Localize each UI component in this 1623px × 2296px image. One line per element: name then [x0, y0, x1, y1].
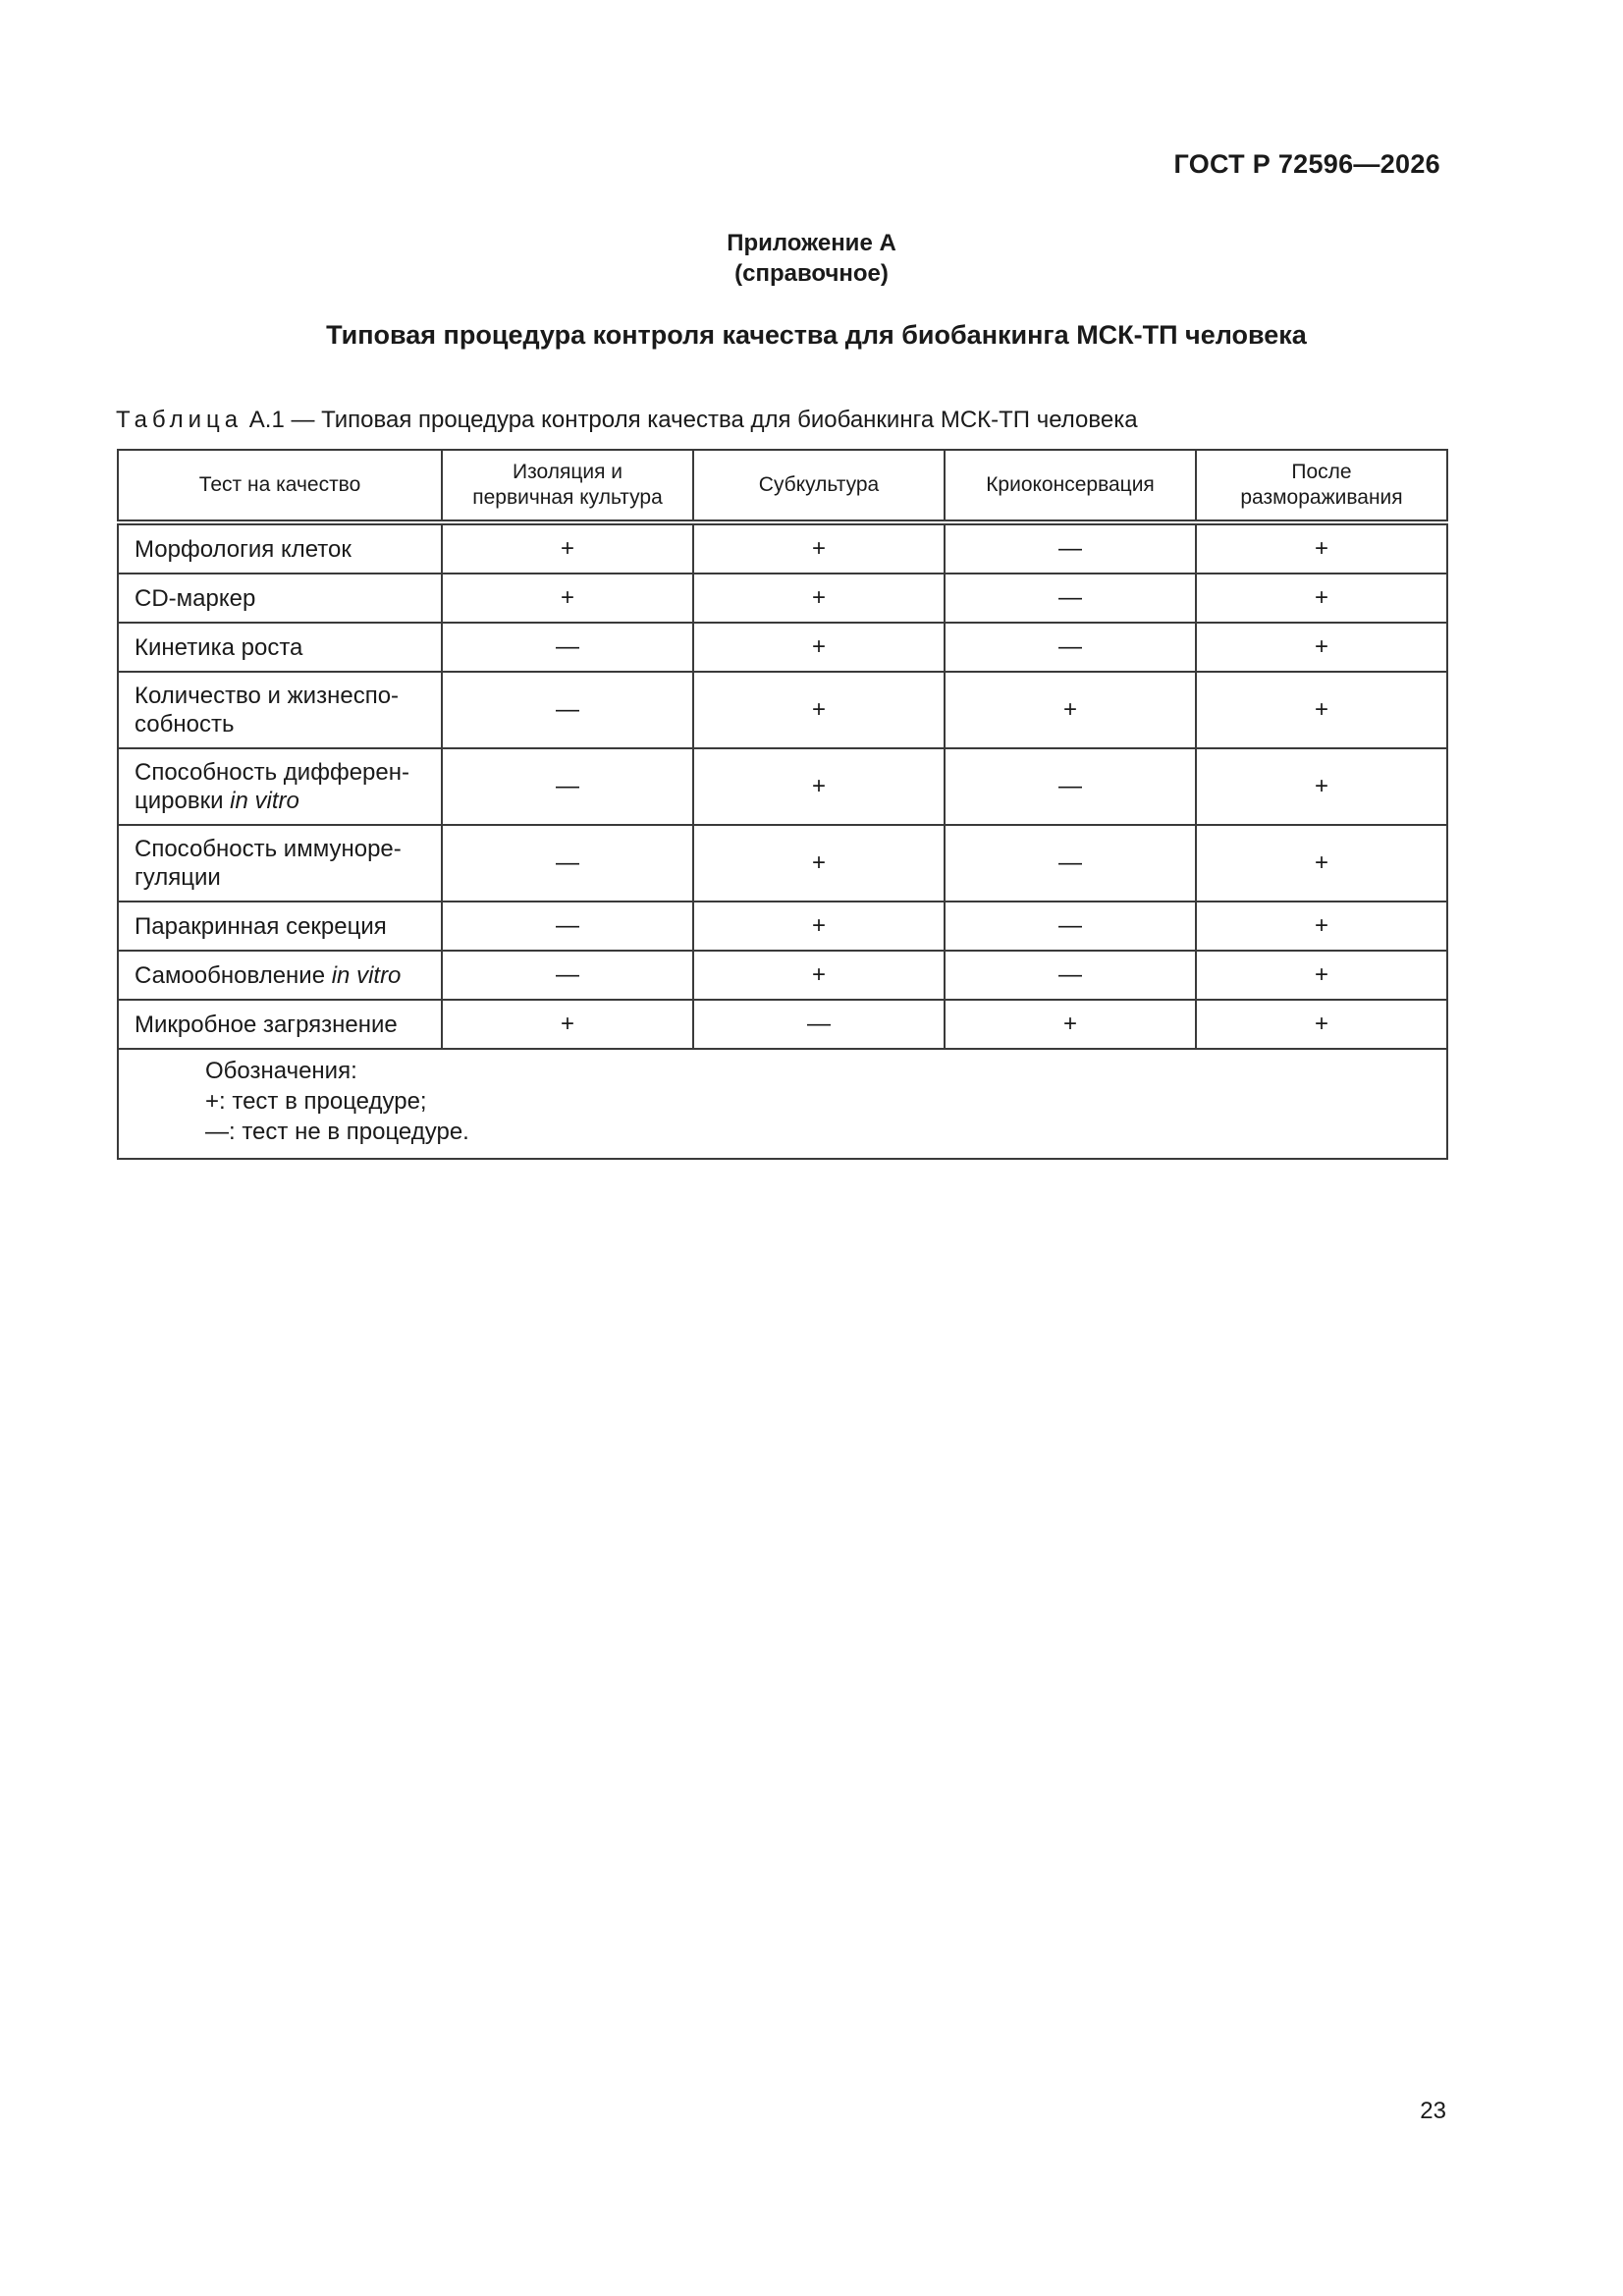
test-name-cell — [118, 522, 442, 574]
test-name-italic: in vitro — [230, 788, 299, 814]
table-row — [118, 623, 1447, 672]
table-body — [118, 522, 1447, 1049]
page-number: 23 — [1420, 2098, 1446, 2124]
annex-title: Типовая процедура контроля качества для биобанкинга МСК-ТП человека — [326, 320, 1307, 350]
mark-cell: — — [442, 902, 693, 951]
test-name: Количество и жизнеспо- собность — [135, 683, 400, 738]
table-row — [118, 825, 1447, 902]
mark-cell: + — [693, 623, 945, 672]
header-cell-subculture: Субкультура — [693, 450, 945, 522]
mark-cell: + — [693, 825, 945, 902]
mark-cell: — — [693, 1000, 945, 1049]
mark-cell: + — [1196, 902, 1447, 951]
mark-cell: — — [945, 574, 1196, 623]
test-name-cell — [118, 574, 442, 623]
table-row — [118, 1000, 1447, 1049]
mark-cell: — — [945, 902, 1196, 951]
table-row — [118, 574, 1447, 623]
legend-row — [118, 1049, 1447, 1159]
table-header-row — [118, 450, 1447, 522]
test-name: Способность дифферен- цировки — [135, 759, 409, 814]
mark-cell: + — [1196, 748, 1447, 825]
appendix-status: (справочное) — [734, 260, 889, 287]
mark-cell: — — [442, 672, 693, 748]
mark-cell: + — [693, 522, 945, 574]
mark-cell: — — [945, 748, 1196, 825]
header-cell-cryopreservation: Криоконсервация — [945, 450, 1196, 522]
test-name-cell — [118, 748, 442, 825]
test-name-cell — [118, 902, 442, 951]
test-name: Паракринная секреция — [135, 912, 387, 940]
header-cell-isolation — [442, 450, 693, 522]
mark-cell: — — [442, 951, 693, 1000]
mark-cell: + — [442, 522, 693, 574]
legend-cell — [118, 1049, 1447, 1159]
test-name: Кинетика роста — [135, 633, 303, 661]
mark-cell: + — [1196, 672, 1447, 748]
header-cell-test: Тест на качество — [118, 450, 442, 522]
test-name-italic: in vitro — [331, 961, 402, 989]
test-name: Микробное загрязнение — [135, 1011, 398, 1038]
table-row — [118, 522, 1447, 574]
mark-cell: — — [945, 522, 1196, 574]
table-caption-text: А.1 — Типовая процедура контроля качества для биобанкинга МСК-ТП человека — [243, 407, 1138, 433]
mark-cell: + — [1196, 951, 1447, 1000]
test-name: CD-маркер — [135, 584, 256, 612]
appendix-heading — [0, 228, 1623, 289]
test-name: Морфология клеток — [135, 535, 352, 563]
header-cell-after-thaw — [1196, 450, 1447, 522]
mark-cell: — — [945, 825, 1196, 902]
mark-cell: + — [1196, 1000, 1447, 1049]
test-name-cell — [118, 623, 442, 672]
mark-cell: — — [945, 623, 1196, 672]
mark-cell: — — [442, 748, 693, 825]
appendix-title: Приложение А — [727, 230, 896, 256]
document-code: ГОСТ Р 72596—2026 — [1173, 149, 1440, 179]
table-caption-label: Таблица — [116, 407, 243, 433]
mark-cell: + — [693, 951, 945, 1000]
quality-control-table — [117, 449, 1448, 1160]
table-row — [118, 951, 1447, 1000]
table-row — [118, 748, 1447, 825]
test-name: Самообновление — [135, 961, 332, 989]
legend-plus: +: тест в процедуре; — [205, 1088, 427, 1115]
mark-cell: + — [945, 1000, 1196, 1049]
mark-cell: + — [1196, 574, 1447, 623]
mark-cell: + — [693, 902, 945, 951]
legend-dash: —: тест не в процедуре. — [205, 1119, 469, 1145]
mark-cell: + — [442, 1000, 693, 1049]
mark-cell: + — [693, 574, 945, 623]
test-name-cell — [118, 672, 442, 748]
mark-cell: + — [442, 574, 693, 623]
table-row — [118, 902, 1447, 951]
mark-cell: — — [442, 623, 693, 672]
mark-cell: — — [442, 825, 693, 902]
mark-cell: + — [1196, 825, 1447, 902]
test-name-cell — [118, 825, 442, 902]
header-after-thaw-text: После размораживания — [1240, 461, 1403, 509]
header-isolation-text: Изоляция и первичная культура — [472, 461, 663, 509]
table-row — [118, 672, 1447, 748]
mark-cell: + — [693, 748, 945, 825]
mark-cell: + — [693, 672, 945, 748]
table-caption — [116, 407, 1138, 434]
mark-cell: + — [1196, 623, 1447, 672]
mark-cell: + — [1196, 522, 1447, 574]
legend-title: Обозначения: — [205, 1058, 357, 1084]
test-name-cell — [118, 1000, 442, 1049]
mark-cell: — — [945, 951, 1196, 1000]
test-name: Способность иммуноре- гуляции — [135, 836, 402, 891]
test-name-cell — [118, 951, 442, 1000]
mark-cell: + — [945, 672, 1196, 748]
